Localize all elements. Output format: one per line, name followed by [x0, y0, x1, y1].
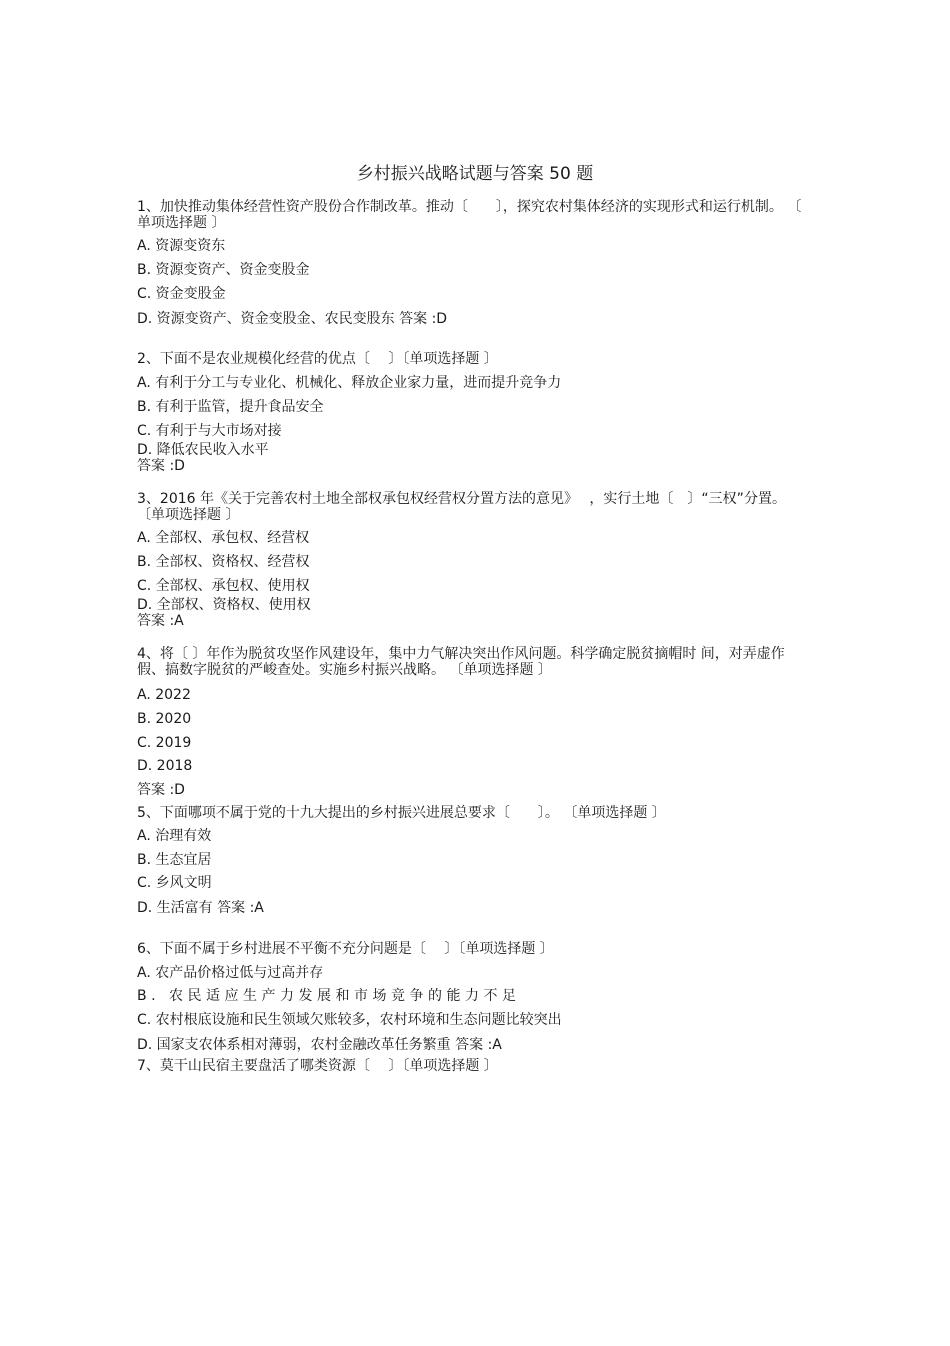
question-4-answer: 答案 :D [137, 782, 185, 798]
question-3-option-d: D. 全部权、资格权、使用权 [137, 597, 311, 613]
question-6-option-c: C. 农村根底设施和民生领域欠账较多，农村环境和生态问题比较突出 [137, 1012, 562, 1028]
document-title: 乡村振兴战略试题与答案 50 题 [356, 164, 594, 184]
question-2-option-d: D. 降低农民收入水平 [137, 442, 269, 458]
question-2-answer: 答案 :D [137, 458, 185, 474]
question-1-option-c: C. 资金变股金 [137, 286, 226, 302]
question-2-option-c: C. 有利于与大市场对接 [137, 423, 282, 439]
question-6-option-b: B. 农民适应生产力发展和市场竞争的能力不足 [137, 988, 521, 1004]
question-3-stem: 3、2016 年《关于完善农村土地全部权承包权经营权分置方法的意见》 ，实行土地〔 〕“三权”分置。 〔单项选择题 〕 [137, 491, 786, 523]
question-1-stem: 1、加快推动集体经营性资产股份合作制改革。推动〔 〕，探究农村集体经济的实现形式和运行机制。 〔 单项选择题 〕 [137, 199, 802, 231]
question-4-option-c: C. 2019 [137, 735, 192, 751]
question-3-answer: 答案 :A [137, 613, 184, 629]
question-5-option-b: B. 生态宜居 [137, 852, 212, 868]
question-1-option-d: D. 资源变资产、资金变股金、农民变股东 答案 :D [137, 311, 448, 327]
question-5-option-a: A. 治理有效 [137, 828, 212, 844]
question-1-option-a: A. 资源变资东 [137, 238, 226, 254]
question-4-stem: 4、将〔 〕年作为脱贫攻坚作风建设年，集中力气解决突出作风问题。科学确定脱贫摘帽时 间，对弄虚作假、搞数字脱贫的严峻查处。实施乡村振兴战略。 〔单项选择题 〕 [137, 646, 785, 678]
question-7-stem: 7、莫干山民宿主要盘活了哪类资源〔 〕〔单项选择题 〕 [137, 1058, 498, 1074]
question-2-option-b: B. 有利于监管，提升食品安全 [137, 399, 324, 415]
question-4-option-d: D. 2018 [137, 758, 193, 774]
question-3-option-a: A. 全部权、承包权、经营权 [137, 530, 310, 546]
question-4-option-a: A. 2022 [137, 687, 191, 703]
question-1-option-b: B. 资源变资产、资金变股金 [137, 262, 310, 278]
question-6-option-d: D. 国家支农体系相对薄弱，农村金融改革任务繁重 答案 :A [137, 1037, 502, 1053]
question-3-option-c: C. 全部权、承包权、使用权 [137, 578, 310, 594]
question-6-option-a: A. 农产品价格过低与过高并存 [137, 965, 324, 981]
question-3-option-b: B. 全部权、资格权、经营权 [137, 554, 310, 570]
question-6-stem: 6、下面不属于乡村进展不平衡不充分问题是〔 〕〔单项选择题 〕 [137, 941, 554, 957]
question-5-option-d: D. 生活富有 答案 :A [137, 900, 264, 916]
question-5-option-c: C. 乡风文明 [137, 875, 212, 891]
question-5-stem: 5、下面哪项不属于党的十九大提出的乡村振兴进展总要求〔 〕。 〔单项选择题 〕 [137, 805, 666, 821]
question-2-stem: 2、下面不是农业规模化经营的优点〔 〕〔单项选择题 〕 [137, 351, 498, 367]
question-4-option-b: B. 2020 [137, 711, 192, 727]
question-2-option-a: A. 有利于分工与专业化、机械化、释放企业家力量，进而提升竞争力 [137, 375, 562, 391]
